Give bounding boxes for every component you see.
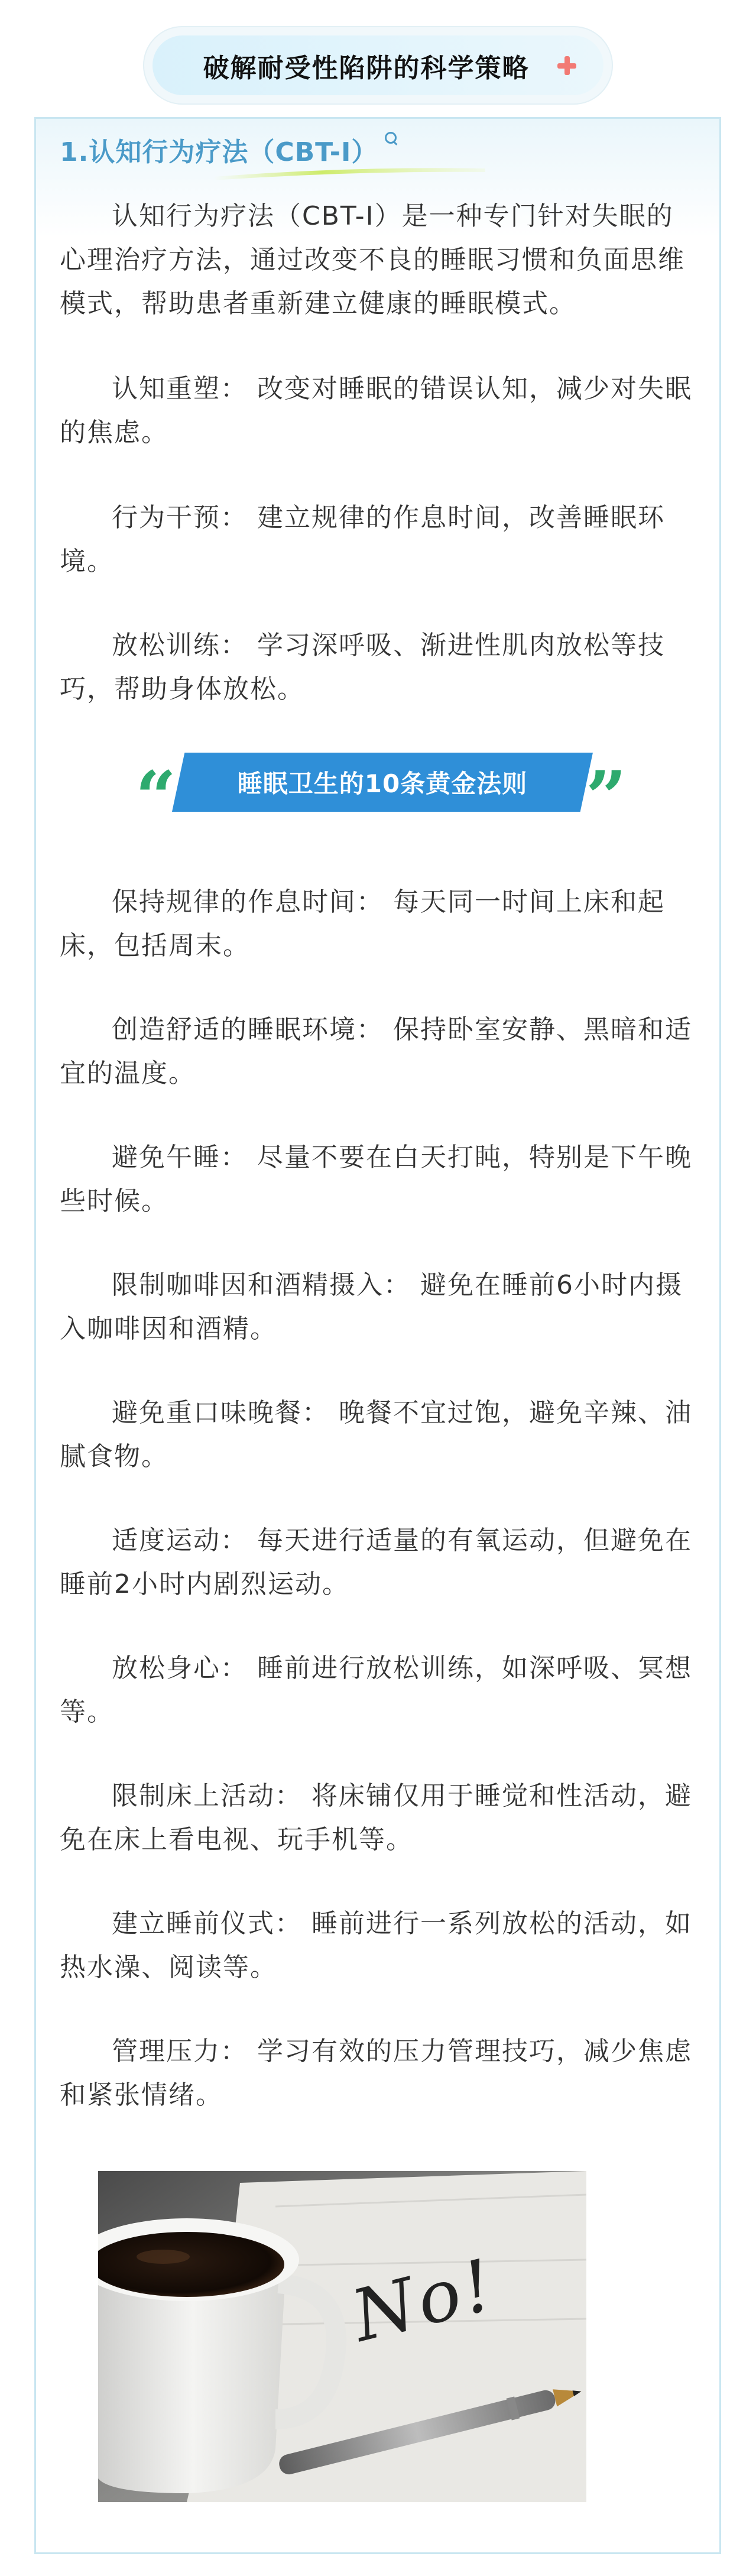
coffee-photo-illustration (98, 2171, 586, 2502)
rule-item: 保持规律的作息时间： 每天同一时间上床和起床，包括周末。 (60, 887, 665, 961)
heading-underline-swoosh (213, 165, 485, 182)
paragraph-cognitive-restructuring: 认知重塑： 改变对睡眠的错误认知，减少对失眠的焦虑。 (60, 374, 692, 448)
rule-item: 适度运动： 每天进行适量的有氧运动，但避免在睡前2小时内剧烈运动。 (60, 1525, 692, 1599)
rule-item: 管理压力： 学习有效的压力管理技巧，减少焦虑和紧张情绪。 (60, 2036, 692, 2110)
note-text: No! (344, 2243, 504, 2358)
magnifier-icon (385, 132, 398, 145)
close-quote-icon: ” (586, 756, 627, 839)
rule-item: 放松身心： 睡前进行放松训练，如深呼吸、冥想等。 (60, 1653, 692, 1727)
open-quote-icon: “ (135, 756, 177, 839)
rule-item: 建立睡前仪式： 睡前进行一系列放松的活动，如热水澡、阅读等。 (60, 1908, 692, 1982)
rule-item: 避免重口味晚餐： 晚餐不宜过饱，避免辛辣、油腻食物。 (60, 1398, 692, 1472)
paragraph-relaxation-training: 放松训练： 学习深呼吸、渐进性肌肉放松等技巧，帮助身体放松。 (60, 630, 665, 704)
rules-banner (172, 753, 593, 812)
plus-icon (557, 56, 576, 75)
coffee-photo (98, 2171, 586, 2502)
header-pill-outer (143, 26, 613, 105)
rule-item: 限制咖啡因和酒精摄入： 避免在睡前6小时内摄入咖啡因和酒精。 (60, 1270, 683, 1344)
banner-title: 睡眠卫生的10条黄金法则 (237, 769, 528, 798)
paragraph-cbt-intro: 认知行为疗法（CBT-I）是一种专门针对失眠的心理治疗方法，通过改变不良的睡眠习惯和负面思维模式，帮助患者重新建立健康的睡眠模式。 (60, 201, 685, 319)
rule-item: 创造舒适的睡眠环境： 保持卧室安静、黑暗和适宜的温度。 (60, 1015, 692, 1088)
section-heading-cbt: 1.认知行为疗法（CBT-I） (60, 137, 378, 167)
paragraph-behavioral-intervention: 行为干预： 建立规律的作息时间，改善睡眠环境。 (60, 503, 665, 576)
rule-item: 限制床上活动： 将床铺仅用于睡觉和性活动，避免在床上看电视、玩手机等。 (60, 1781, 692, 1855)
rule-item: 避免午睡： 尽量不要在白天打盹，特别是下午晚些时候。 (60, 1142, 692, 1216)
page-title: 破解耐受性陷阱的科学策略 (203, 53, 530, 83)
header-pill (153, 35, 603, 95)
